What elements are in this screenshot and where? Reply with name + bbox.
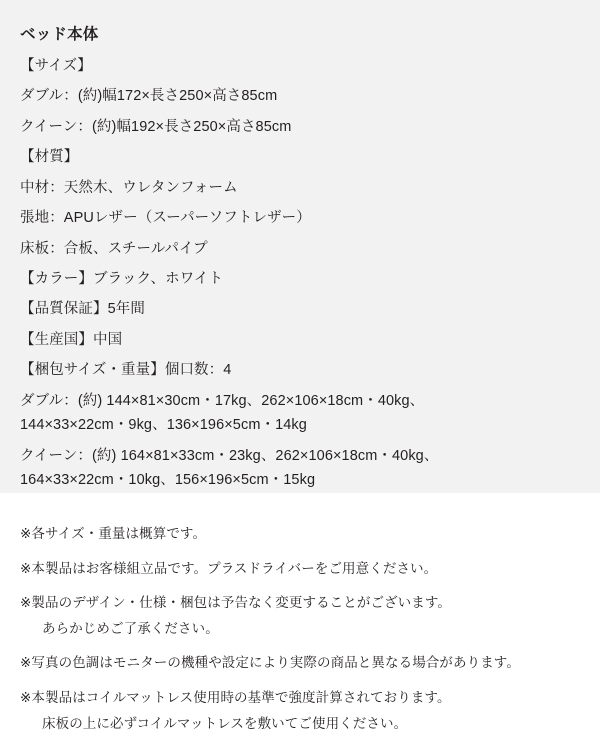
spec-material-slats: 床板：合板、スチールパイプ [20, 240, 208, 257]
spec-warranty: 【品質保証】5年間 [20, 301, 145, 318]
note-item: ※本製品はお客様組立品です。プラスドライバーをご用意ください。 [20, 560, 438, 576]
spec-material-core: 中材：天然木、ウレタンフォーム [20, 179, 238, 196]
spec-material-heading: 【材質】 [20, 149, 79, 166]
note-item-continuation: 床板の上に必ずコイルマットレスを敷いてご使用ください。 [42, 715, 408, 731]
note-item: ※本製品はコイルマットレス使用時の基準で強度計算されております。 [20, 689, 451, 705]
spec-package-double-line1: ダブル：(約) 144×81×30cm・17kg、262×106×18cm・40kg、 [20, 392, 425, 409]
spec-color: 【カラー】ブラック、ホワイト [20, 270, 224, 287]
spec-size-queen: クイーン：(約)幅192×長さ250×高さ85cm [20, 118, 292, 135]
spec-size-double: ダブル：(約)幅172×長さ250×高さ85cm [20, 88, 278, 105]
note-item: ※各サイズ・重量は概算です。 [20, 526, 207, 541]
spec-package-queen-line1: クイーン：(約) 164×81×33cm・23kg、262×106×18cm・40kg、 [20, 447, 439, 464]
spec-package-queen-line2: 164×33×22cm・10kg、156×196×5cm・15kg [20, 472, 316, 489]
page-title: ベッド本体 [20, 26, 99, 43]
spec-package-heading: 【梱包サイズ・重量】個口数：4 [20, 362, 232, 379]
note-item: ※製品のデザイン・仕様・梱包は予告なく変更することがございます。 [20, 595, 451, 611]
notes-panel [0, 493, 600, 750]
spec-size-heading: 【サイズ】 [20, 57, 92, 74]
spec-material-cover: 張地：APUレザー（スーパーソフトレザー） [20, 210, 311, 227]
spec-package-double-line2: 144×33×22cm・9kg、136×196×5cm・14kg [20, 417, 307, 434]
spec-country-of-origin: 【生産国】中国 [20, 331, 123, 348]
note-item: ※写真の色調はモニターの機種や設定により実際の商品と異なる場合があります。 [20, 655, 520, 671]
note-item-continuation: あらかじめご了承ください。 [42, 620, 219, 636]
